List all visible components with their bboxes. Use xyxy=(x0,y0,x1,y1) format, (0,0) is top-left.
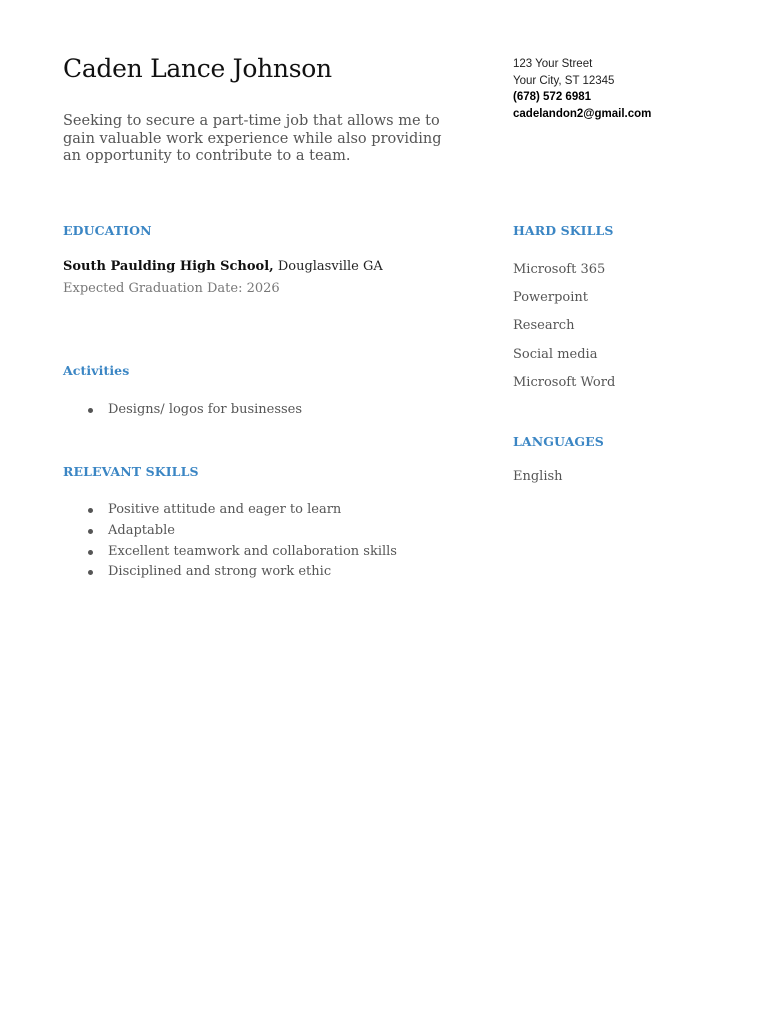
school-name: South Paulding High School, xyxy=(63,259,274,274)
list-item: Positive attitude and eager to learn xyxy=(63,500,397,521)
languages-heading: LANGUAGES xyxy=(513,434,604,449)
bullet-icon xyxy=(88,408,93,413)
list-item: Social media xyxy=(513,346,598,362)
contact-block xyxy=(513,56,651,122)
relevant-skills-heading: RELEVANT SKILLS xyxy=(63,464,199,479)
resume-name: Caden Lance Johnson xyxy=(63,54,332,83)
school-location: Douglasville GA xyxy=(277,259,383,274)
list-item: Disciplined and strong work ethic xyxy=(63,562,397,583)
contact-email: cadelandon2@gmail.com xyxy=(513,107,652,120)
bullet-icon xyxy=(88,570,93,575)
contact-phone: (678) 572 6981 xyxy=(513,91,592,103)
language-item: English xyxy=(513,469,563,484)
contact-street: 123 Your Street xyxy=(513,58,593,70)
graduation-date: Expected Graduation Date: 2026 xyxy=(63,281,280,296)
school-line xyxy=(63,259,383,274)
list-item: Designs/ logos for businesses xyxy=(63,400,302,421)
bullet-icon xyxy=(88,529,93,534)
education-heading: EDUCATION xyxy=(63,223,152,238)
list-item: Microsoft Word xyxy=(513,374,616,390)
list-item: Powerpoint xyxy=(513,290,588,306)
list-item: Adaptable xyxy=(63,521,397,542)
activities-list xyxy=(63,400,302,421)
relevant-skills-list xyxy=(63,500,397,583)
bullet-icon xyxy=(88,508,93,513)
contact-city: Your City, ST 12345 xyxy=(513,74,615,87)
list-item: Excellent teamwork and collaboration skills xyxy=(63,542,397,563)
activities-heading: Activities xyxy=(63,363,130,378)
hard-skills-list xyxy=(513,261,615,402)
bullet-icon xyxy=(88,550,93,555)
list-item: Microsoft 365 xyxy=(513,262,606,277)
hard-skills-heading: HARD SKILLS xyxy=(513,223,614,238)
objective-statement: Seeking to secure a part-time job that allows me to gain valuable work experience while also providing an opportunity to contribute to a team. xyxy=(63,113,442,164)
list-item: Research xyxy=(513,318,575,334)
